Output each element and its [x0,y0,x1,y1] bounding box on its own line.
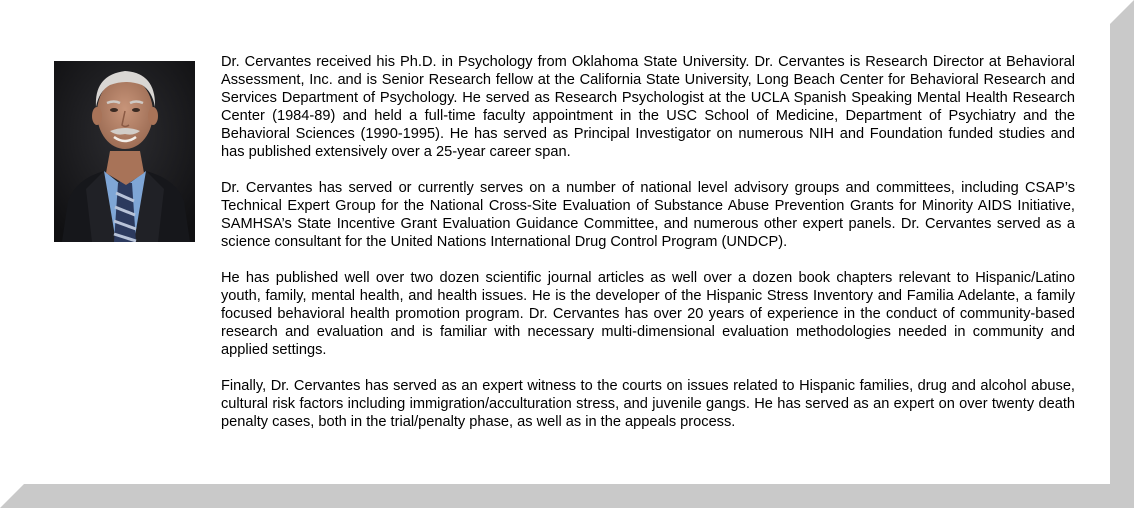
bio-paragraph-2: Dr. Cervantes has served or currently serves on a number of national level advisory groups and committees, including CSAP’s Technical Expert Group for the National Cross-Site Evaluation of Substance Abuse Prevention Grants for Minority AIDS Initiative, SAMHSA’s State Incentive Grant Evaluation Guidance Committee, and numerous other expert panels. Dr. Cervantes served as a science consultant for the United Nations International Drug Control Program (UNDCP). [221,180,1075,250]
bio-paragraph-4: Finally, Dr. Cervantes has served as an expert witness to the courts on issues related to Hispanic families, drug and alcohol abuse, cultural risk factors including immigration/acculturation stress, and juvenile gangs. He has served as an expert on over twenty death penalty cases, both in the trial/penalty phase, as well as in the appeals process. [221,378,1075,430]
portrait-photo [54,61,195,242]
panel-shadow-bottom [0,484,1134,508]
bio-text [221,53,1075,449]
bio-paragraph-3: He has published well over two dozen scientific journal articles as well over a dozen book chapters relevant to Hispanic/Latino youth, family, mental health, and health issues. He is the developer of the Hispanic Stress Inventory and Familia Adelante, a family focused behavioral health promotion program. Dr. Cervantes has over 20 years of experience in the conduct of community-based research and evaluation and is familiar with necessary multi-dimensional evaluation methodologies needed in community and applied settings. [221,270,1075,358]
panel-shadow-right [1110,0,1134,508]
person-portrait-icon [54,61,195,242]
bio-paragraph-1: Dr. Cervantes received his Ph.D. in Psychology from Oklahoma State University. Dr. Cervantes is Research Director at Behavioral Assessment, Inc. and is Senior Research fellow at the California State University, Long Beach Center for Behavioral Research and Services Department of Psychology. He served as Research Psychologist at the UCLA Spanish Speaking Mental Health Research Center (1984-89) and held a full-time faculty appointment in the USC School of Medicine, Department of Psychiatry and the Behavioral Sciences (1990-1995). He has served as Principal Investigator on numerous NIH and Foundation funded studies and has published extensively over a 25-year career span. [221,54,1075,160]
